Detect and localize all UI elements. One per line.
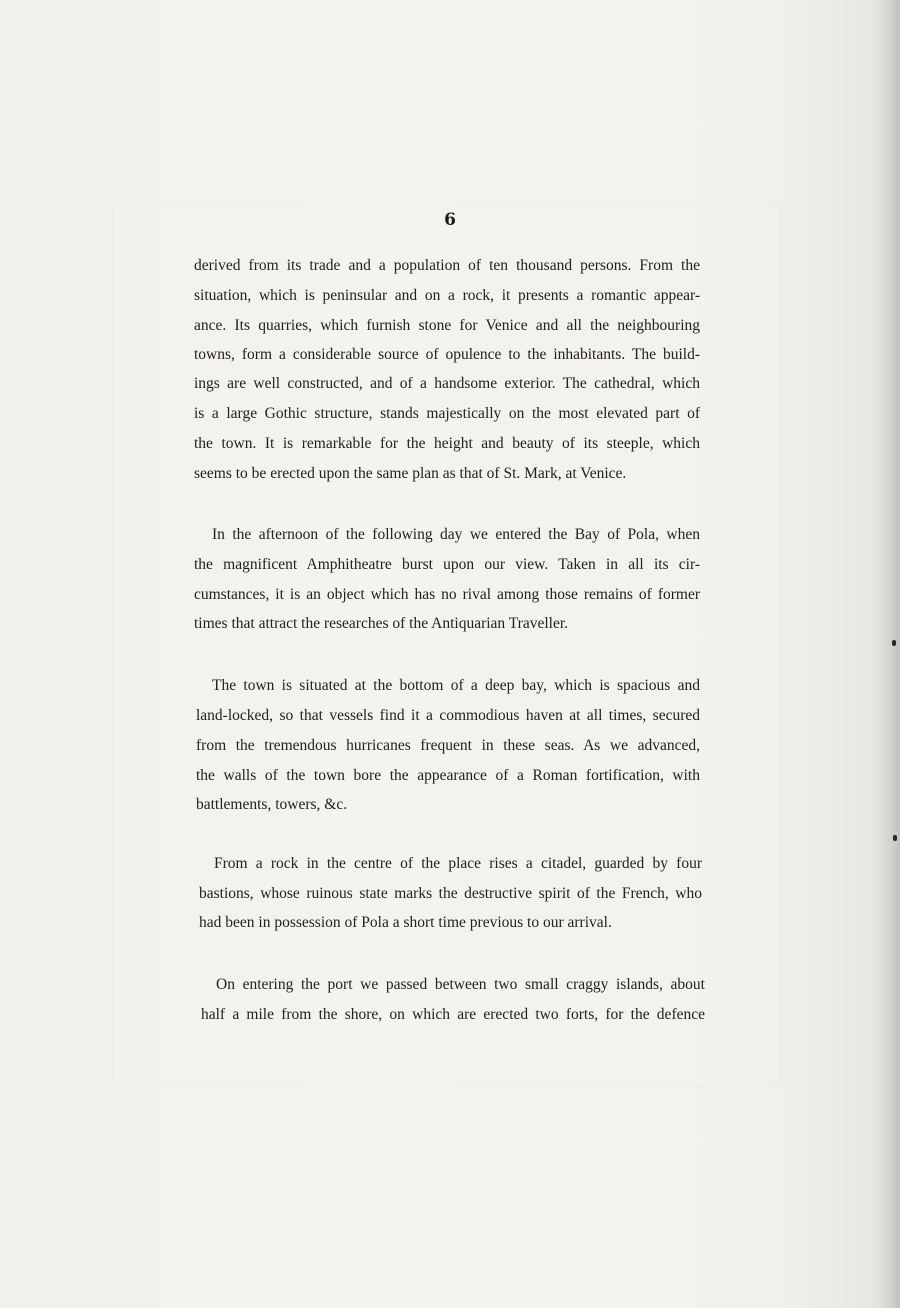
text-line: the walls of the town bore the appearance of a Roman fortification, with [196, 767, 700, 784]
page-number: 6 [444, 210, 456, 230]
text-line: from the tremendous hurricanes frequent in these seas. As we advanced, [196, 737, 700, 754]
text-line: the town. It is remarkable for the height and beauty of its steeple, which [194, 435, 700, 452]
text-line: the magnificent Amphitheatre burst upon our view. Taken in all its cir- [194, 556, 700, 573]
text-line: derived from its trade and a population of ten thousand persons. From the [194, 257, 700, 274]
page-edge-shadow [878, 0, 900, 1308]
text-line: seems to be erected upon the same plan as that of St. Mark, at Venice. [194, 465, 627, 482]
text-line: The town is situated at the bottom of a deep bay, which is spacious and [212, 677, 700, 694]
text-line: situation, which is peninsular and on a rock, it presents a romantic appear- [194, 287, 700, 304]
text-line: battlements, towers, &c. [196, 796, 348, 813]
text-line: cumstances, it is an object which has no rival among those remains of former [194, 586, 700, 603]
text-line: times that attract the researches of the Antiquarian Traveller. [194, 615, 569, 632]
text-line: had been in possession of Pola a short time previous to our arrival. [199, 914, 612, 931]
plate-impression [112, 205, 782, 1087]
text-line: land-locked, so that vessels find it a commodious haven at all times, secured [196, 707, 700, 724]
text-line: is a large Gothic structure, stands majestically on the most elevated part of [194, 405, 700, 422]
text-line: bastions, whose ruinous state marks the destructive spirit of the French, who [199, 885, 702, 902]
text-line: towns, form a considerable source of opulence to the inhabitants. The build- [194, 346, 700, 363]
edge-mark [892, 640, 896, 646]
text-line: On entering the port we passed between two small craggy islands, about [216, 976, 705, 993]
text-line: ance. Its quarries, which furnish stone for Venice and all the neighbouring [194, 317, 700, 334]
text-line: ings are well constructed, and of a handsome exterior. The cathedral, which [194, 375, 700, 392]
text-line: In the afternoon of the following day we entered the Bay of Pola, when [212, 526, 700, 543]
edge-mark [893, 835, 897, 841]
text-line: half a mile from the shore, on which are erected two forts, for the defence [201, 1006, 705, 1023]
text-line: From a rock in the centre of the place rises a citadel, guarded by four [214, 855, 702, 872]
